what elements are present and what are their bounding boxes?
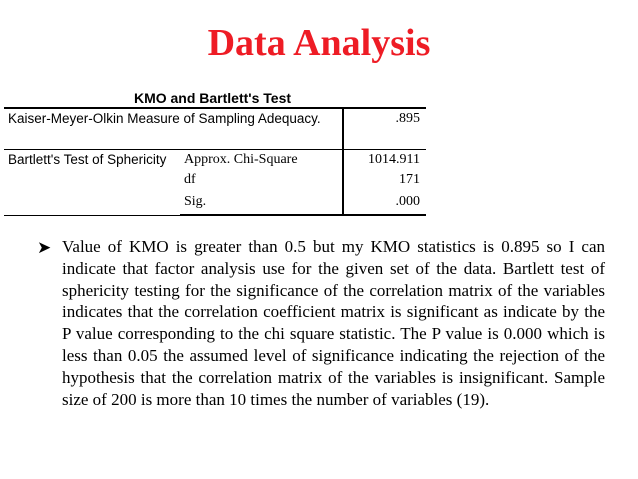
arrow-bullet-icon: ➤ [37, 238, 52, 258]
page-title: Data Analysis [207, 22, 431, 64]
kmo-bartlett-table [4, 107, 426, 216]
chi-square-value: 1014.911 [343, 150, 426, 171]
sig-label: Sig. [180, 192, 343, 215]
table-caption: KMO and Bartlett's Test [133, 90, 292, 106]
table-row [4, 150, 426, 171]
table-row [4, 108, 426, 150]
kmo-value: .895 [343, 108, 426, 150]
bartlett-label: Bartlett's Test of Sphericity [4, 150, 180, 216]
df-label: df [184, 172, 196, 187]
df-value: 171 [343, 170, 426, 192]
paragraph-text: Value of KMO is greater than 0.5 but my KMO statistics is 0.895 so I can indicate that factor analysis use for the given set of the data. Bartlett test of sphericity testing for the significance of the correlation matrix of the variables indicates that the correlation coefficient matrix is significant as indicate by the P value corresponding to the chi square statistic. The P value is 0.000 which is less than 0.05 the assumed level of significance indicating the rejection of the hypothesis that the correlation matrix of the variables is insignificant. Sample size of 200 is more than 10 times the number of variables (19). [62, 237, 605, 409]
sig-value: .000 [343, 192, 426, 215]
analysis-paragraph [40, 236, 605, 410]
kmo-label: Kaiser-Meyer-Olkin Measure of Sampling Adequacy. [4, 108, 343, 150]
chi-square-label: Approx. Chi-Square [180, 150, 343, 171]
